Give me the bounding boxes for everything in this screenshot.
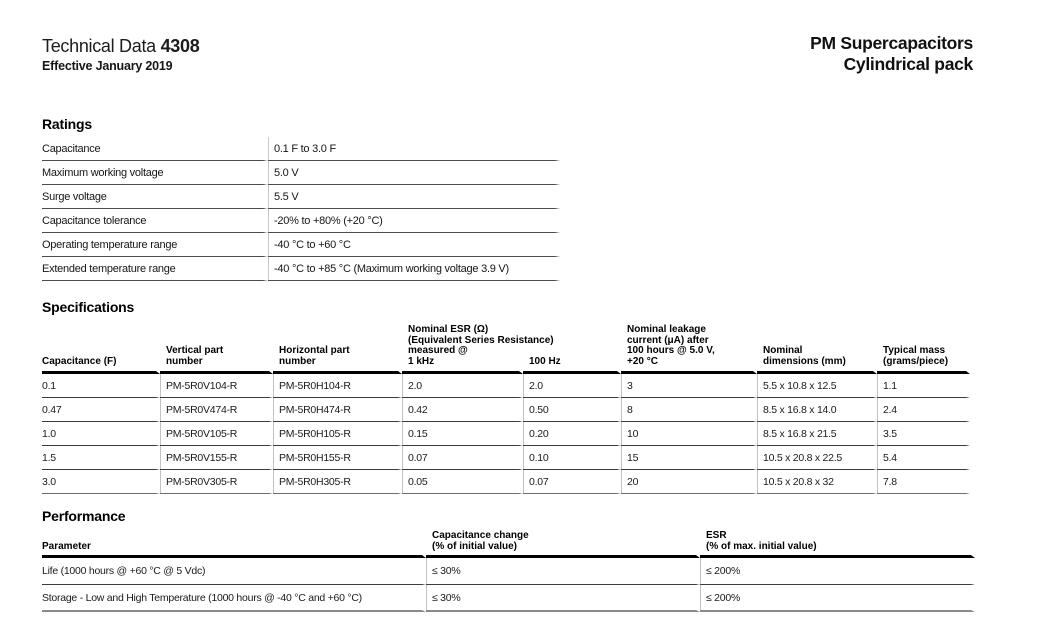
table-cell: 1.5 [42, 446, 160, 470]
specifications-heading: Specifications [42, 299, 135, 315]
table-row [42, 398, 970, 422]
column-header-dimensions: Nominal dimensions (mm) [757, 322, 877, 374]
table-cell: 2.0 [523, 374, 621, 398]
table-cell: Maximum working voltage [42, 161, 268, 185]
table-row [42, 137, 560, 161]
table-cell: ≤ 200% [700, 585, 975, 612]
specifications-table-body [42, 374, 970, 494]
column-header-horizontal-part: Horizontal part number [273, 322, 402, 374]
table-cell: PM-5R0V474-R [160, 398, 273, 422]
ratings-heading: Ratings [42, 116, 92, 132]
table-cell: 0.20 [523, 422, 621, 446]
table-cell: 20 [621, 470, 757, 494]
table-row [42, 233, 560, 257]
table-cell: -20% to +80% (+20 °C) [268, 209, 560, 233]
table-cell: Surge voltage [42, 185, 268, 209]
column-header-vertical-part: Vertical part number [160, 322, 273, 374]
table-cell: 0.47 [42, 398, 160, 422]
table-cell: 10.5 x 20.8 x 32 [757, 470, 877, 494]
table-cell: 8.5 x 16.8 x 21.5 [757, 422, 877, 446]
product-title [810, 33, 973, 75]
table-cell: 8 [621, 398, 757, 422]
table-cell: 15 [621, 446, 757, 470]
table-cell: PM-5R0H155-R [273, 446, 402, 470]
table-cell: 0.15 [402, 422, 523, 446]
table-cell: -40 °C to +85 °C (Maximum working voltage 3.9 V) [268, 257, 560, 281]
table-cell: 0.07 [523, 470, 621, 494]
table-cell: 0.42 [402, 398, 523, 422]
performance-table [42, 530, 975, 612]
table-cell: Extended temperature range [42, 257, 268, 281]
column-header-esr-1khz: Nominal ESR (Ω) (Equivalent Series Resistance) measured @ 1 kHz [402, 322, 523, 374]
table-cell: Storage - Low and High Temperature (1000 hours @ -40 °C and +60 °C) [42, 585, 426, 612]
performance-table-body [42, 558, 975, 612]
table-cell: 3.0 [42, 470, 160, 494]
table-cell: 0.07 [402, 446, 523, 470]
table-cell: ≤ 30% [426, 585, 700, 612]
column-header-esr-change: ESR (% of max. initial value) [700, 530, 975, 558]
table-cell: 8.5 x 16.8 x 14.0 [757, 398, 877, 422]
table-cell: 2.4 [877, 398, 970, 422]
specifications-table-header [42, 322, 970, 374]
table-cell: 7.8 [877, 470, 970, 494]
table-cell: PM-5R0V305-R [160, 470, 273, 494]
column-header-parameter: Parameter [42, 530, 426, 558]
table-cell: PM-5R0H474-R [273, 398, 402, 422]
table-cell: 3 [621, 374, 757, 398]
table-cell: 10.5 x 20.8 x 22.5 [757, 446, 877, 470]
table-cell: PM-5R0V155-R [160, 446, 273, 470]
ratings-table-body [42, 137, 560, 281]
column-header-capacitance-change: Capacitance change (% of initial value) [426, 530, 700, 558]
table-cell: 0.1 F to 3.0 F [268, 137, 560, 161]
table-cell: ≤ 200% [700, 558, 975, 585]
table-row [42, 422, 970, 446]
table-cell: 0.10 [523, 446, 621, 470]
specifications-table [42, 322, 970, 494]
table-row [42, 585, 975, 612]
table-cell: 1.0 [42, 422, 160, 446]
table-row [42, 209, 560, 233]
table-row [42, 558, 975, 585]
doc-number: 4308 [160, 36, 200, 56]
column-header-leakage-current: Nominal leakage current (μA) after 100 hours @ 5.0 V, +20 °C [621, 322, 757, 374]
table-cell: Capacitance tolerance [42, 209, 268, 233]
table-cell: 5.0 V [268, 161, 560, 185]
table-cell: PM-5R0V105-R [160, 422, 273, 446]
table-cell: 0.1 [42, 374, 160, 398]
table-header-row [42, 530, 975, 558]
column-header-capacitance: Capacitance (F) [42, 322, 160, 374]
table-header-row [42, 322, 970, 374]
table-row [42, 257, 560, 281]
performance-table-header [42, 530, 975, 558]
table-cell: 5.5 V [268, 185, 560, 209]
table-row [42, 374, 970, 398]
table-cell: 5.5 x 10.8 x 12.5 [757, 374, 877, 398]
table-cell: 3.5 [877, 422, 970, 446]
product-line-2: Cylindrical pack [843, 54, 973, 74]
table-cell: PM-5R0H105-R [273, 422, 402, 446]
table-row [42, 446, 970, 470]
performance-heading: Performance [42, 508, 126, 524]
ratings-table [42, 137, 560, 281]
table-cell: 0.05 [402, 470, 523, 494]
doc-type: Technical Data [42, 36, 156, 56]
table-cell: PM-5R0H305-R [273, 470, 402, 494]
table-cell: 2.0 [402, 374, 523, 398]
table-cell: Operating temperature range [42, 233, 268, 257]
table-cell: 0.50 [523, 398, 621, 422]
table-cell: 5.4 [877, 446, 970, 470]
column-header-mass: Typical mass (grams/piece) [877, 322, 970, 374]
table-cell: PM-5R0V104-R [160, 374, 273, 398]
table-cell: -40 °C to +60 °C [268, 233, 560, 257]
table-cell: 10 [621, 422, 757, 446]
column-header-esr-100hz: 100 Hz [523, 322, 621, 374]
table-cell: Capacitance [42, 137, 268, 161]
doc-header-left [42, 36, 199, 73]
table-row [42, 185, 560, 209]
product-line-1: PM Supercapacitors [810, 33, 973, 53]
table-cell: 1.1 [877, 374, 970, 398]
table-cell: PM-5R0H104-R [273, 374, 402, 398]
table-row [42, 470, 970, 494]
table-row [42, 161, 560, 185]
table-cell: ≤ 30% [426, 558, 700, 585]
table-cell: Life (1000 hours @ +60 °C @ 5 Vdc) [42, 558, 426, 585]
doc-title [42, 36, 199, 57]
doc-effective-date: Effective January 2019 [42, 59, 173, 73]
